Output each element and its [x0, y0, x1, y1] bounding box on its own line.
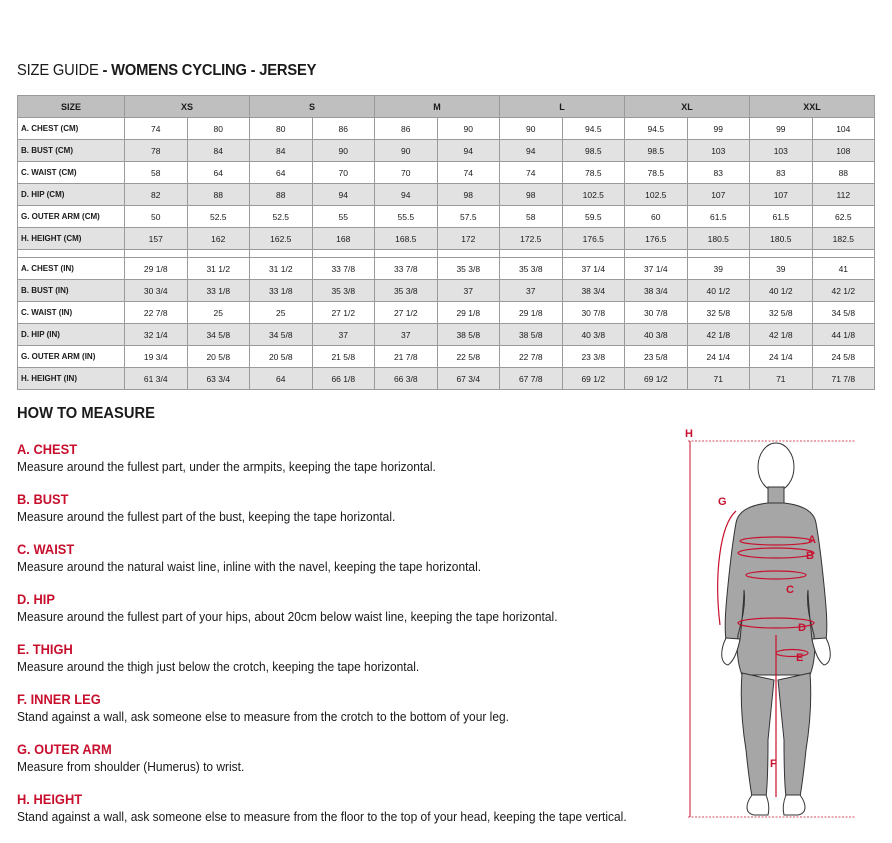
measure-description: Measure around the natural waist line, inline with the navel, keeping the tape horizontal.	[17, 559, 482, 574]
size-s-header: S	[250, 96, 375, 118]
table-cell: 22 7/8	[125, 302, 188, 324]
table-row	[18, 184, 875, 206]
table-cell: 99	[687, 118, 750, 140]
table-cell: 61.5	[750, 206, 813, 228]
label-f: F	[770, 758, 777, 770]
table-cell: 23 5/8	[625, 346, 688, 368]
table-cell: 176.5	[562, 228, 625, 250]
table-cell: 94.5	[625, 118, 688, 140]
table-cell: 74	[500, 162, 563, 184]
table-cell: 42 1/2	[812, 280, 875, 302]
table-cell: 58	[125, 162, 188, 184]
table-row	[18, 206, 875, 228]
table-cell: 37	[375, 324, 438, 346]
measure-heading: G. OUTER ARM	[17, 741, 112, 757]
row-label: G. OUTER ARM (CM)	[18, 206, 125, 228]
table-cell: 39	[750, 258, 813, 280]
table-cell: 83	[750, 162, 813, 184]
table-row	[18, 302, 875, 324]
table-cell: 20 5/8	[250, 346, 313, 368]
table-cell: 42 1/8	[687, 324, 750, 346]
table-cell: 34 5/8	[250, 324, 313, 346]
table-cell: 40 3/8	[562, 324, 625, 346]
table-cell: 112	[812, 184, 875, 206]
table-cell: 38 5/8	[500, 324, 563, 346]
table-cell: 59.5	[562, 206, 625, 228]
measure-height	[17, 791, 677, 825]
table-cell: 180.5	[687, 228, 750, 250]
table-row	[18, 280, 875, 302]
table-row	[18, 368, 875, 390]
gap-cell	[500, 250, 563, 258]
how-to-measure-title: HOW TO MEASURE	[17, 405, 155, 422]
table-row	[18, 162, 875, 184]
table-cell: 31 1/2	[250, 258, 313, 280]
table-cell: 90	[437, 118, 500, 140]
table-cell: 55	[312, 206, 375, 228]
table-cell: 66 3/8	[375, 368, 438, 390]
table-cell: 78.5	[562, 162, 625, 184]
table-cell: 94	[375, 184, 438, 206]
table-cell: 33 1/8	[187, 280, 250, 302]
table-cell: 22 5/8	[437, 346, 500, 368]
measure-hip	[17, 591, 677, 625]
table-gap-row	[18, 250, 875, 258]
table-cell: 71	[750, 368, 813, 390]
table-cell: 24 5/8	[812, 346, 875, 368]
table-cell: 33 7/8	[375, 258, 438, 280]
table-cell: 82	[125, 184, 188, 206]
table-cell: 98.5	[562, 140, 625, 162]
measure-description: Stand against a wall, ask someone else to measure from the crotch to the bottom of your leg.	[17, 709, 509, 724]
label-a: A	[808, 534, 816, 546]
size-xs-header: XS	[125, 96, 250, 118]
table-cell: 71 7/8	[812, 368, 875, 390]
table-cell: 33 1/8	[250, 280, 313, 302]
table-cell: 107	[687, 184, 750, 206]
table-cell: 78	[125, 140, 188, 162]
table-cell: 64	[187, 162, 250, 184]
table-cell: 80	[187, 118, 250, 140]
table-cell: 71	[687, 368, 750, 390]
table-cell: 29 1/8	[437, 302, 500, 324]
row-label: C. WAIST (IN)	[18, 302, 125, 324]
page-title	[17, 62, 316, 80]
table-cell: 52.5	[187, 206, 250, 228]
table-cell: 70	[375, 162, 438, 184]
table-cell: 42 1/8	[750, 324, 813, 346]
table-cell: 74	[125, 118, 188, 140]
gap-cell	[125, 250, 188, 258]
row-label: A. CHEST (CM)	[18, 118, 125, 140]
row-label: D. HIP (CM)	[18, 184, 125, 206]
table-cell: 103	[750, 140, 813, 162]
table-cell: 99	[750, 118, 813, 140]
table-cell: 102.5	[625, 184, 688, 206]
table-cell: 88	[812, 162, 875, 184]
table-cell: 35 3/8	[437, 258, 500, 280]
gap-cell	[250, 250, 313, 258]
table-cell: 80	[250, 118, 313, 140]
table-cell: 90	[500, 118, 563, 140]
table-cell: 57.5	[437, 206, 500, 228]
table-cell: 30 3/4	[125, 280, 188, 302]
table-cell: 94	[500, 140, 563, 162]
table-cell: 35 3/8	[312, 280, 375, 302]
row-label: B. BUST (CM)	[18, 140, 125, 162]
gap-cell	[187, 250, 250, 258]
table-cell: 172	[437, 228, 500, 250]
table-cell: 172.5	[500, 228, 563, 250]
table-cell: 104	[812, 118, 875, 140]
table-cell: 37	[437, 280, 500, 302]
row-label: C. WAIST (CM)	[18, 162, 125, 184]
table-cell: 38 3/4	[562, 280, 625, 302]
title-suffix: - WOMENS CYCLING - JERSEY	[102, 62, 317, 79]
gap-cell	[18, 250, 125, 258]
table-cell: 69 1/2	[562, 368, 625, 390]
gap-cell	[312, 250, 375, 258]
table-cell: 24 1/4	[687, 346, 750, 368]
table-row	[18, 140, 875, 162]
table-cell: 86	[312, 118, 375, 140]
table-cell: 74	[437, 162, 500, 184]
table-cell: 157	[125, 228, 188, 250]
table-cell: 39	[687, 258, 750, 280]
table-row	[18, 228, 875, 250]
size-header-label: SIZE	[18, 96, 125, 118]
table-cell: 90	[375, 140, 438, 162]
table-cell: 94.5	[562, 118, 625, 140]
table-cell: 61.5	[687, 206, 750, 228]
table-cell: 64	[250, 162, 313, 184]
gap-cell	[687, 250, 750, 258]
label-b: B	[806, 550, 814, 562]
table-cell: 35 3/8	[375, 280, 438, 302]
measure-thigh	[17, 641, 677, 675]
table-cell: 182.5	[812, 228, 875, 250]
measure-heading: F. INNER LEG	[17, 691, 101, 707]
table-cell: 98	[500, 184, 563, 206]
label-e: E	[796, 652, 804, 664]
table-row	[18, 324, 875, 346]
gap-cell	[812, 250, 875, 258]
table-cell: 78.5	[625, 162, 688, 184]
measure-description: Measure around the thigh just below the crotch, keeping the tape horizontal.	[17, 659, 420, 674]
table-cell: 98.5	[625, 140, 688, 162]
table-cell: 94	[437, 140, 500, 162]
size-xxl-header: XXL	[750, 96, 875, 118]
gap-cell	[562, 250, 625, 258]
body-measurement-figure	[680, 425, 880, 825]
row-label: H. HEIGHT (CM)	[18, 228, 125, 250]
table-cell: 40 3/8	[625, 324, 688, 346]
table-cell: 69 1/2	[625, 368, 688, 390]
table-cell: 108	[812, 140, 875, 162]
table-cell: 98	[437, 184, 500, 206]
table-cell: 84	[250, 140, 313, 162]
table-cell: 83	[687, 162, 750, 184]
table-cell: 94	[312, 184, 375, 206]
gap-cell	[437, 250, 500, 258]
table-cell: 25	[187, 302, 250, 324]
table-cell: 29 1/8	[500, 302, 563, 324]
measure-description: Measure from shoulder (Humerus) to wrist.	[17, 759, 245, 774]
label-c: C	[786, 584, 794, 596]
table-cell: 38 3/4	[625, 280, 688, 302]
measure-heading: H. HEIGHT	[17, 791, 83, 807]
table-cell: 180.5	[750, 228, 813, 250]
table-cell: 162	[187, 228, 250, 250]
table-cell: 60	[625, 206, 688, 228]
size-m-header: M	[375, 96, 500, 118]
table-cell: 176.5	[625, 228, 688, 250]
gap-cell	[375, 250, 438, 258]
label-d: D	[798, 622, 806, 634]
measure-outer-arm	[17, 741, 677, 775]
table-cell: 40 1/2	[687, 280, 750, 302]
table-cell: 86	[375, 118, 438, 140]
measure-heading: C. WAIST	[17, 541, 75, 557]
table-cell: 35 3/8	[500, 258, 563, 280]
row-label: G. OUTER ARM (IN)	[18, 346, 125, 368]
table-cell: 168.5	[375, 228, 438, 250]
measure-description: Measure around the fullest part, under the armpits, keeping the tape horizontal.	[17, 459, 436, 474]
table-cell: 41	[812, 258, 875, 280]
measure-waist	[17, 541, 677, 575]
table-cell: 23 3/8	[562, 346, 625, 368]
size-header-row	[18, 96, 875, 118]
table-cell: 84	[187, 140, 250, 162]
table-cell: 22 7/8	[500, 346, 563, 368]
table-cell: 34 5/8	[187, 324, 250, 346]
table-cell: 32 1/4	[125, 324, 188, 346]
table-cell: 88	[187, 184, 250, 206]
size-xl-header: XL	[625, 96, 750, 118]
measure-chest	[17, 441, 677, 475]
gap-cell	[625, 250, 688, 258]
measure-heading: B. BUST	[17, 491, 69, 507]
table-cell: 44 1/8	[812, 324, 875, 346]
table-cell: 64	[250, 368, 313, 390]
label-g: G	[718, 496, 727, 508]
measure-inner-leg	[17, 691, 677, 725]
table-cell: 34 5/8	[812, 302, 875, 324]
table-cell: 32 5/8	[687, 302, 750, 324]
table-cell: 63 3/4	[187, 368, 250, 390]
table-cell: 19 3/4	[125, 346, 188, 368]
table-cell: 30 7/8	[562, 302, 625, 324]
table-cell: 37 1/4	[625, 258, 688, 280]
measure-description: Measure around the fullest part of the bust, keeping the tape horizontal.	[17, 509, 396, 524]
table-cell: 37 1/4	[562, 258, 625, 280]
gap-cell	[750, 250, 813, 258]
row-label: D. HIP (IN)	[18, 324, 125, 346]
table-cell: 102.5	[562, 184, 625, 206]
table-cell: 37	[312, 324, 375, 346]
measure-description: Stand against a wall, ask someone else to measure from the floor to the top of your head, keeping the tape vertical.	[17, 809, 627, 824]
table-cell: 66 1/8	[312, 368, 375, 390]
table-cell: 21 5/8	[312, 346, 375, 368]
table-cell: 27 1/2	[312, 302, 375, 324]
measure-heading: A. CHEST	[17, 441, 78, 457]
table-cell: 103	[687, 140, 750, 162]
table-cell: 25	[250, 302, 313, 324]
table-cell: 70	[312, 162, 375, 184]
table-cell: 90	[312, 140, 375, 162]
table-cell: 67 3/4	[437, 368, 500, 390]
table-cell: 20 5/8	[187, 346, 250, 368]
table-row	[18, 118, 875, 140]
table-cell: 27 1/2	[375, 302, 438, 324]
table-cell: 55.5	[375, 206, 438, 228]
table-cell: 37	[500, 280, 563, 302]
measure-heading: E. THIGH	[17, 641, 73, 657]
table-cell: 30 7/8	[625, 302, 688, 324]
table-cell: 40 1/2	[750, 280, 813, 302]
table-cell: 58	[500, 206, 563, 228]
table-cell: 50	[125, 206, 188, 228]
table-cell: 88	[250, 184, 313, 206]
measure-description: Measure around the fullest part of your hips, about 20cm below waist line, keeping the tape horizontal.	[17, 609, 558, 624]
table-cell: 168	[312, 228, 375, 250]
table-row	[18, 346, 875, 368]
table-cell: 52.5	[250, 206, 313, 228]
table-cell: 29 1/8	[125, 258, 188, 280]
row-label: H. HEIGHT (IN)	[18, 368, 125, 390]
table-cell: 32 5/8	[750, 302, 813, 324]
table-row	[18, 258, 875, 280]
table-cell: 67 7/8	[500, 368, 563, 390]
table-cell: 33 7/8	[312, 258, 375, 280]
table-cell: 21 7/8	[375, 346, 438, 368]
table-cell: 38 5/8	[437, 324, 500, 346]
measure-heading: D. HIP	[17, 591, 55, 607]
row-label: A. CHEST (IN)	[18, 258, 125, 280]
size-l-header: L	[500, 96, 625, 118]
table-cell: 61 3/4	[125, 368, 188, 390]
table-cell: 31 1/2	[187, 258, 250, 280]
measure-bust	[17, 491, 677, 525]
table-cell: 24 1/4	[750, 346, 813, 368]
label-h: H	[685, 428, 693, 440]
title-prefix: SIZE GUIDE	[17, 62, 99, 79]
table-cell: 107	[750, 184, 813, 206]
size-table	[17, 95, 875, 390]
row-label: B. BUST (IN)	[18, 280, 125, 302]
table-cell: 162.5	[250, 228, 313, 250]
table-cell: 62.5	[812, 206, 875, 228]
